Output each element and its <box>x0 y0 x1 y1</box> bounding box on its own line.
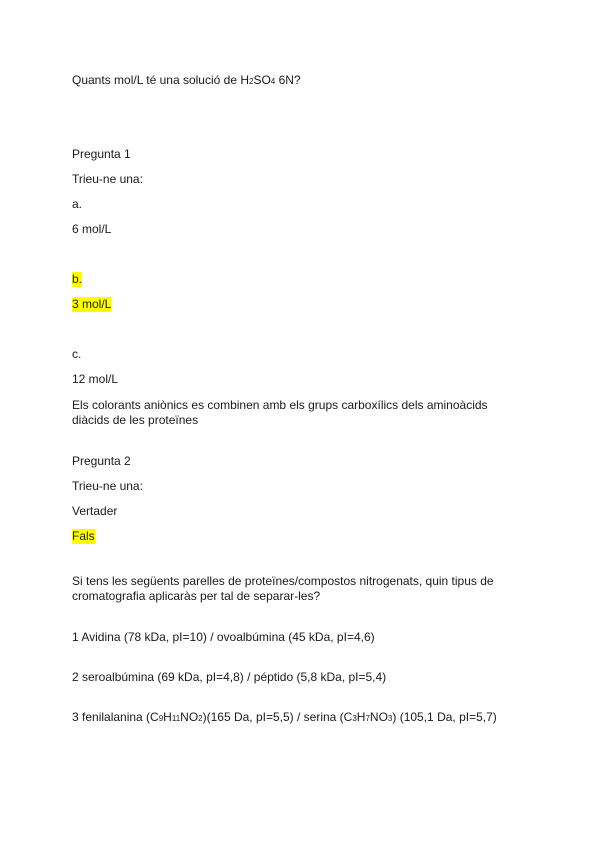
pair-3-part: H <box>163 710 172 724</box>
pair-2: 2 seroalbúmina (69 kDa, pI=4,8) / péptido (5,8 kDa, pI=5,4) <box>72 670 387 684</box>
pair-3-part: NO <box>180 710 199 724</box>
question-1-text <box>72 73 301 89</box>
option-false[interactable]: Fals <box>72 529 95 543</box>
subscript: 11 <box>171 714 181 723</box>
question-1-text-part: SO <box>253 73 271 87</box>
subscript: 7 <box>365 714 370 723</box>
question-2-text: Els colorants aniònics es combinen amb els grups carboxílics dels aminoàcids diàcids de les proteïnes <box>72 398 488 427</box>
option-true[interactable]: Vertader <box>72 504 118 518</box>
pair-3-part: NO <box>369 710 388 724</box>
question-1-text-part: Quants mol/L té una solució de H <box>72 73 249 87</box>
pair-1: 1 Avidina (78 kDa, pI=10) / ovoalbúmina (45 kDa, pI=4,6) <box>72 630 375 644</box>
question-2-prompt: Trieu-ne una: <box>72 479 143 493</box>
subscript: 2 <box>249 77 254 86</box>
question-1-prompt: Trieu-ne una: <box>72 172 143 186</box>
subscript: 4 <box>270 77 276 86</box>
pair-3-part: H <box>356 710 366 724</box>
option-c-text[interactable]: 12 mol/L <box>72 372 119 386</box>
option-a-letter[interactable]: a. <box>72 197 83 211</box>
question-1-text-part: 6N? <box>275 73 301 87</box>
pair-3-part: 3 fenilalanina (C <box>72 710 159 724</box>
subscript: 9 <box>158 714 164 723</box>
pair-3-part: ) (105,1 Da, pI=5,7) <box>392 710 497 724</box>
option-c-letter[interactable]: c. <box>72 347 82 361</box>
subscript: 2 <box>198 714 203 723</box>
option-b-letter[interactable]: b. <box>72 272 83 286</box>
subscript: 3 <box>352 714 357 723</box>
question-2-title: Pregunta 2 <box>72 454 131 468</box>
option-b-text[interactable]: 3 mol/L <box>72 297 112 311</box>
question-1-title: Pregunta 1 <box>72 147 131 161</box>
question-3-text: Si tens les següents parelles de proteïnes/compostos nitrogenats, quin tipus de cromatografia aplicaràs per tal de separar-les? <box>72 574 494 603</box>
pair-3-part: )(165 Da, pI=5,5) / serina (C <box>202 710 353 724</box>
option-a-text[interactable]: 6 mol/L <box>72 222 112 236</box>
subscript: 3 <box>387 714 393 723</box>
pair-3 <box>72 710 497 726</box>
